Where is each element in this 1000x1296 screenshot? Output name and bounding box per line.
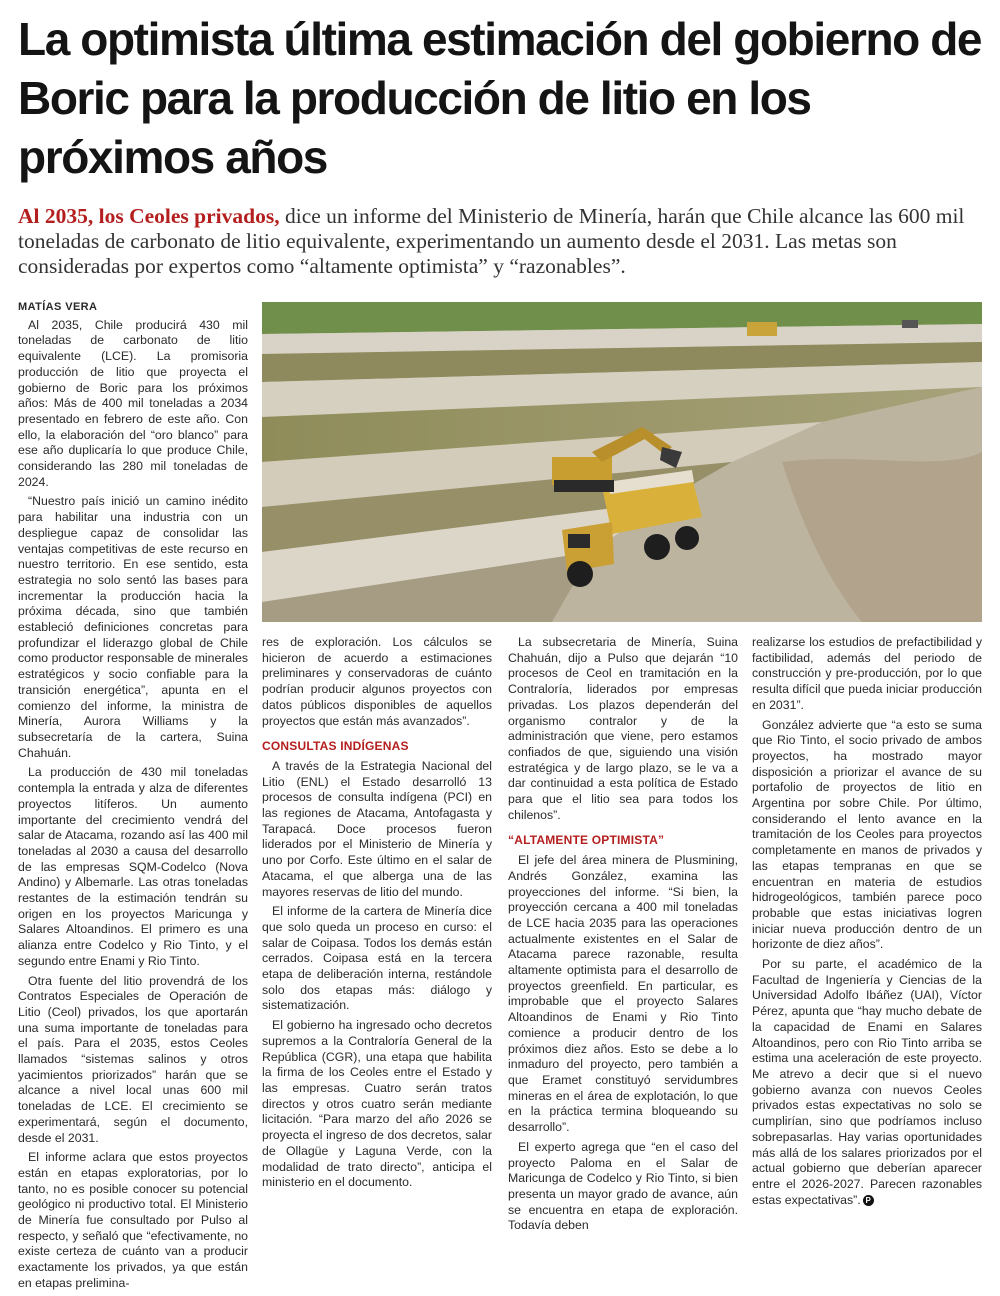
article-column-1 [18, 300, 248, 1296]
article-photo [262, 302, 982, 622]
paragraph-text: Por su parte, el académico de la Facultad de Ingeniería y Ciencias de la Universidad Adolfo Ibáñez (UAI), Víctor Pérez, apunta que “hay mucho debate de la capacidad de Enami en Salares Altoandinos, pero con Rio Tinto arriba se estima una aceleración de este proyecto. Me atrevo a decir que si el nuevo gobierno avanza con nuevos Ceoles privados estas expectativas no solo se cumplirían, sino que podríamos incluso sobrepasarlas. Hay varias oportunidades más allá de los salares priorizados por el actual gobierno que deberían aparecer entre el 2026-2027. Parecen razonables estas expectativas”. [752, 957, 982, 1207]
lead-paragraph [18, 204, 983, 279]
end-mark-icon: P [863, 1195, 874, 1206]
byline: MATÍAS VERA [18, 301, 98, 313]
paragraph: Otra fuente del litio provendrá de los Contratos Especiales de Operación de Litio (Ceol) privados, los que aportarán una suma importante de toneladas para el país. Para el 2035, estos Ceoles llamados “sistemas salinos y otros yacimientos priorizados” harán que se alcance a nivel local unas 600 mil toneladas de LCE. El crecimiento se experimentará, según el documento, desde el 2031. [18, 973, 248, 1145]
lead-accent: Al 2035, los Ceoles privados, [18, 204, 280, 228]
paragraph: realizarse los estudios de prefactibilidad y factibilidad, además del periodo de construcción y pre-producción, por lo que resulta difícil que pueda iniciar producción en 2031”. [752, 635, 982, 712]
paragraph: Al 2035, Chile producirá 430 mil toneladas de carbonato de litio equivalente (LCE). La promisoria producción de litio que proyecta el gobierno de Boric para los próximos años: Más de 400 mil toneladas a 2034 presentado en febrero de este año. Con ello, la elaboración del “oro blanco” para ese año duplicaría lo que produce Chile, considerando las 280 mil toneladas de 2024. [18, 317, 248, 489]
paragraph: res de exploración. Los cálculos se hicieron de acuerdo a estimaciones preliminares y conservadoras de cuánto podrían producir algunos proyectos con datos públicos disponibles de aquellos proyectos que están más avanzados”. [262, 635, 492, 728]
paragraph: El informe de la cartera de Minería dice que solo queda un proceso en curso: el salar de Coipasa. Todos los demás están cerrados. Coipasa está en la tercera etapa de deliberación interna, restándole solo dos etapas más: diálogo y sistematización. [262, 904, 492, 1013]
article-column-2 [262, 635, 492, 1195]
paragraph: El gobierno ha ingresado ocho decretos supremos a la Contraloría General de la República (CGR), una etapa que habilita la firma de los Ceoles entre el Estado y las empresas. Cuatro serán tratos directos y otros cuatro serán mediante licitación. “Para marzo del año 2026 se proyecta el ingreso de dos decretos, salar de Ollagüe y Laguna Verde, con la modalidad de trato directo”, anticipa el ministerio en el documento. [262, 1018, 492, 1190]
section-heading: CONSULTAS INDÍGENAS [262, 739, 409, 754]
paragraph: La producción de 430 mil toneladas contempla la entrada y alza de diferentes proyectos litíferos. Un aumento importante del crecimiento vendrá del salar de Atacama, rozando así las 400 mil toneladas al 2030 a causa del desarrollo de las empresas SQM-Codelco (Nova Andino) y Albemarle. Las otras toneladas restantes de la estimación tendrán su origen en los proyectos Maricunga y Salares Altoandinos. El primero es una alianza entre Codelco y Rio Tinto, y el segundo entre Enami y Rio Tinto. [18, 765, 248, 968]
paragraph: González advierte que “a esto se suma que Rio Tinto, el socio privado de ambos proyectos, ha mostrado mayor disposición a priorizar el avance de su portafolio de proyectos de litio en Argentina por sobre Chile. Por último, considerando el lento avance en la tramitación de los Ceoles para proyectos completamente en manos de privados y las etapas tempranas en que se encuentran en materia de estudios hidrogeológicos, también parece poco probable que estas iniciativas logren iniciar nueva producción dentro de un horizonte de diez años”. [752, 717, 982, 952]
paragraph: A través de la Estrategia Nacional del Litio (ENL) el Estado desarrolló 13 procesos de consulta indígena (PCI) en las regiones de Atacama, Antofagasta y Tarapacá. Doce procesos fueron liderados por el Ministerio de Minería y uno por Corfo. Este último en el salar de Atacama, el que alberga una de las mayores reservas de litio del mundo. [262, 758, 492, 899]
article-column-4 [752, 635, 982, 1212]
article-column-3 [508, 635, 738, 1238]
paragraph: El jefe del área minera de Plusmining, Andrés González, examina las proyecciones del informe. “Si bien, la proyección cercana a 400 mil toneladas de LCE hacia 2035 para las operaciones actualmente existentes en el Salar de Atacama parece razonable, resulta altamente optimista para el desarrollo de proyectos greenfield. En particular, es improbable que el proyecto Salares Altoandinos de Enami y Rio Tinto comience a producir dentro de los próximos diez años. Esto se debe a lo inmaduro del proyecto, pero también a que Eramet constituyó servidumbres mineras en el área de explotación, lo que en la práctica termina bloqueando su desarrollo”. [508, 853, 738, 1135]
paragraph: “Nuestro país inició un camino inédito para habilitar una industria con un despliegue capaz de consolidar las ventajas competitivas de este recurso en nuestro territorio. En ese sentido, esta estrategia no solo sentó las bases para incrementar la producción hacia la próxima década, sino que también estableció definiciones concretas para profundizar el liderazgo global de Chile como productor responsable de minerales estratégicos y socio confiable para la transición energética”, apunta en el comienzo del informe, la ministra de Minería, Aurora Williams y la subsecretaría de la cartera, Suina Chahuán. [18, 494, 248, 760]
paragraph: El experto agrega que “en el caso del proyecto Paloma en el Salar de Maricunga de Codelco y Rio Tinto, si bien presenta un mayor grado de avance, aún se encuentra en etapa de exploración. Todavía deben [508, 1139, 738, 1233]
paragraph: La subsecretaria de Minería, Suina Chahuán, dijo a Pulso que dejarán “10 procesos de Ceol en tramitación en la Contraloría, liderados por empresas privadas. Los plazos dependerán del organismo contralor y de la administración que viene, pero estamos confiados de que, siguiendo una visión estratégica y de largo plazo, se le va a dar continuidad a esta política de Estado para que el litio sea para todos los chilenos”. [508, 635, 738, 822]
headline: La optimista última estimación del gobierno de Boric para la producción de litio en los próximos años [18, 13, 982, 183]
paragraph [752, 957, 982, 1208]
paragraph: El informe aclara que estos proyectos están en etapas exploratorias, por lo tanto, no es posible conocer su potencial geológico ni productivo total. El Ministerio de Minería fue consultado por Pulso al respecto, y señaló que “efectivamente, no existe certeza de cuánto van a producir exactamente los privados, ya que están en etapas prelimina- [18, 1150, 248, 1290]
section-heading: “ALTAMENTE OPTIMISTA” [508, 833, 665, 848]
lead-text: dice un informe del Ministerio de Minería, harán que Chile alcance las 600 mil toneladas de carbonato de litio equivalente, experimentando un aumento desde el 2031. Las metas son consideradas por expertos como “altamente optimista” y “razonables”. [18, 204, 965, 278]
photo-illustration [262, 302, 982, 622]
